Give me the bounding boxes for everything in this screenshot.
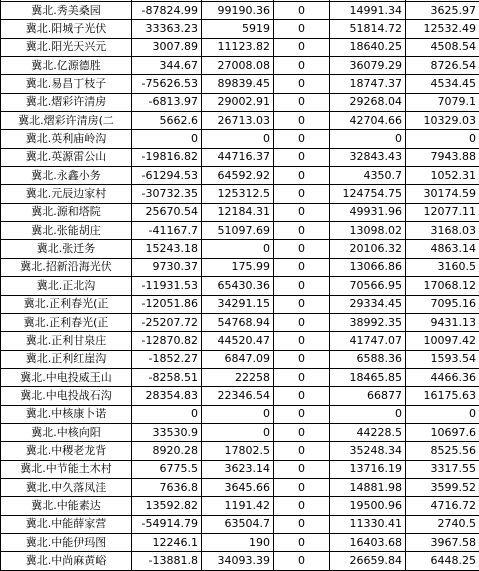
value-cell: 64592.92 [202,167,274,185]
value-cell: 32843.43 [330,148,406,166]
value-cell: 33530.9 [132,423,202,441]
value-cell: 0 [406,405,479,423]
value-cell: 51097.69 [202,222,274,240]
value-cell: -30732.35 [132,185,202,203]
station-name-cell: 冀北.熠彩许清房(二 [1,112,132,130]
value-cell: 3160.5 [406,258,479,276]
table-row [1,332,479,350]
value-cell: 3317.55 [406,460,479,478]
value-cell: 0 [274,295,330,313]
station-name-cell: 冀北.中电投战石沟 [1,387,132,405]
table-row [1,20,479,38]
value-cell: 10697.6 [406,423,479,441]
value-cell: 7079.1 [406,93,479,111]
value-cell: 12184.31 [202,203,274,221]
table-row [1,497,479,515]
value-cell: 6775.5 [132,460,202,478]
value-cell: 0 [274,240,330,258]
value-cell: 0 [274,167,330,185]
value-cell: 0 [330,130,406,148]
value-cell: -41167.7 [132,222,202,240]
value-cell: 3623.14 [202,460,274,478]
table-row [1,185,479,203]
value-cell: 89839.45 [202,75,274,93]
station-name-cell: 冀北.中能伊玛图 [1,533,132,551]
value-cell: 10097.42 [406,332,479,350]
value-cell: -6813.97 [132,93,202,111]
value-cell: 8726.54 [406,57,479,75]
value-cell: 66877 [330,387,406,405]
station-name-cell: 冀北.阳光天兴元 [1,38,132,56]
value-cell: 0 [202,130,274,148]
value-cell: 4863.14 [406,240,479,258]
station-name-cell: 冀北.中稷老龙背 [1,442,132,460]
station-name-cell: 冀北.亿源德胜 [1,57,132,75]
station-name-cell: 冀北.招新沿海光伏 [1,258,132,276]
value-cell: 3967.58 [406,533,479,551]
value-cell: 4350.7 [330,167,406,185]
table-row [1,368,479,386]
value-cell: 17068.12 [406,277,479,295]
value-cell: 6448.25 [406,552,479,570]
value-cell: 0 [274,552,330,570]
table-row [1,515,479,533]
value-cell: 15243.18 [132,240,202,258]
station-name-cell: 冀北.元辰边家村 [1,185,132,203]
value-cell: 125312.5 [202,185,274,203]
value-cell: 5662.6 [132,112,202,130]
value-cell: 22346.54 [202,387,274,405]
table-row [1,148,479,166]
value-cell: 14881.98 [330,478,406,496]
value-cell: 0 [274,497,330,515]
value-cell: 2740.5 [406,515,479,533]
value-cell: 36079.29 [330,57,406,75]
value-cell: 3007.89 [132,38,202,56]
table-row [1,57,479,75]
value-cell: 12077.11 [406,203,479,221]
value-cell: 3168.03 [406,222,479,240]
value-cell: 0 [274,2,330,20]
value-cell: -12870.82 [132,332,202,350]
value-cell: 0 [274,368,330,386]
value-cell: 6588.36 [330,350,406,368]
station-name-cell: 冀北.正利红崖沟 [1,350,132,368]
station-name-cell: 冀北.永鑫小务 [1,167,132,185]
value-cell: 0 [274,313,330,331]
value-cell: 1191.42 [202,497,274,515]
value-cell: 70566.95 [330,277,406,295]
value-cell: 190 [202,533,274,551]
value-cell: 10329.03 [406,112,479,130]
table-row [1,295,479,313]
table-row [1,203,479,221]
value-cell: -54914.79 [132,515,202,533]
value-cell: 4534.45 [406,75,479,93]
value-cell: 1593.54 [406,350,479,368]
value-cell: 34291.15 [202,295,274,313]
station-name-cell: 冀北.源和塔院 [1,203,132,221]
value-cell: 0 [274,148,330,166]
value-cell: 35248.34 [330,442,406,460]
table-row [1,2,479,20]
station-name-cell: 冀北.秀美桑园 [1,2,132,20]
value-cell: 1052.31 [406,167,479,185]
station-name-cell: 冀北.中尚麻黄峪 [1,552,132,570]
station-name-cell: 冀北.正北沟 [1,277,132,295]
value-cell: 5919 [202,20,274,38]
value-cell: 49931.96 [330,203,406,221]
table-row [1,442,479,460]
table-row [1,423,479,441]
value-cell: 44228.5 [330,423,406,441]
value-cell: 22258 [202,368,274,386]
value-cell: 175.99 [202,258,274,276]
table-row [1,222,479,240]
value-cell: 0 [274,515,330,533]
value-cell: 12246.1 [132,533,202,551]
value-cell: 14991.34 [330,2,406,20]
value-cell: 0 [274,20,330,38]
value-cell: 25670.54 [132,203,202,221]
value-cell: 8525.56 [406,442,479,460]
value-cell: -61294.53 [132,167,202,185]
value-cell: 33363.23 [132,20,202,38]
value-cell: 0 [274,350,330,368]
value-cell: -1852.27 [132,350,202,368]
value-cell: 4466.36 [406,368,479,386]
value-cell: -19816.82 [132,148,202,166]
station-name-cell: 冀北.中节能土木村 [1,460,132,478]
value-cell: 0 [202,405,274,423]
value-cell: 0 [132,130,202,148]
value-cell: 0 [274,533,330,551]
station-name-cell: 冀北.中能素达 [1,497,132,515]
station-name-cell: 冀北.中能薛家营 [1,515,132,533]
value-cell: -75626.53 [132,75,202,93]
station-name-cell: 冀北.中核康卜诺 [1,405,132,423]
table-row [1,478,479,496]
value-cell: 41747.07 [330,332,406,350]
value-cell: 44716.37 [202,148,274,166]
value-cell: 0 [274,460,330,478]
value-cell: 0 [274,442,330,460]
value-cell: -25207.72 [132,313,202,331]
value-cell: 42704.66 [330,112,406,130]
value-cell: 0 [274,38,330,56]
value-cell: 12532.49 [406,20,479,38]
value-cell: 0 [330,405,406,423]
value-cell: 0 [274,277,330,295]
value-cell: 30174.59 [406,185,479,203]
value-cell: 0 [274,112,330,130]
value-cell: 13098.02 [330,222,406,240]
value-cell: 4716.72 [406,497,479,515]
value-cell: 0 [274,75,330,93]
value-cell: 0 [202,240,274,258]
value-cell: 26659.84 [330,552,406,570]
value-cell: 3625.97 [406,2,479,20]
table-row [1,460,479,478]
value-cell: 29334.45 [330,295,406,313]
table-row [1,350,479,368]
value-cell: 16403.68 [330,533,406,551]
table-row [1,130,479,148]
value-cell: 0 [202,423,274,441]
value-cell: -87824.99 [132,2,202,20]
station-name-cell: 冀北.英源雷公山 [1,148,132,166]
value-cell: 29002.91 [202,93,274,111]
station-name-cell: 冀北.正利春光(正 [1,313,132,331]
value-cell: 63504.7 [202,515,274,533]
table-row [1,167,479,185]
station-name-cell: 冀北.中电投威王山 [1,368,132,386]
value-cell: 8920.28 [132,442,202,460]
station-name-cell: 冀北.张能胡庄 [1,222,132,240]
value-cell: 7095.16 [406,295,479,313]
value-cell: -12051.86 [132,295,202,313]
value-cell: 0 [274,57,330,75]
value-cell: -11931.53 [132,277,202,295]
table-row [1,533,479,551]
value-cell: 0 [274,222,330,240]
value-cell: 3599.52 [406,478,479,496]
value-cell: 11123.82 [202,38,274,56]
value-cell: 0 [274,405,330,423]
value-cell: 99190.36 [202,2,274,20]
value-cell: 19500.96 [330,497,406,515]
value-cell: 4508.54 [406,38,479,56]
value-cell: 34093.39 [202,552,274,570]
value-cell: 7943.88 [406,148,479,166]
value-cell: 18640.25 [330,38,406,56]
value-cell: 28354.83 [132,387,202,405]
value-cell: 0 [274,258,330,276]
value-cell: 17802.5 [202,442,274,460]
station-name-cell: 冀北.正利甘泉庄 [1,332,132,350]
value-cell: 0 [274,478,330,496]
station-name-cell: 冀北.易昌丁枝子 [1,75,132,93]
value-cell: 0 [132,405,202,423]
value-cell: 9431.13 [406,313,479,331]
station-name-cell: 冀北.张迁务 [1,240,132,258]
table-row [1,387,479,405]
table-row [1,313,479,331]
table-row [1,277,479,295]
value-cell: 7636.8 [132,478,202,496]
table-row [1,93,479,111]
station-name-cell: 冀北.正利春光(正 [1,295,132,313]
value-cell: 13066.86 [330,258,406,276]
station-name-cell: 冀北.英利庙岭沟 [1,130,132,148]
table-row [1,552,479,570]
value-cell: -8258.51 [132,368,202,386]
value-cell: 0 [274,185,330,203]
value-cell: 0 [274,130,330,148]
table-row [1,75,479,93]
value-cell: 44520.47 [202,332,274,350]
value-cell: 6847.09 [202,350,274,368]
value-cell: 0 [274,332,330,350]
station-name-cell: 冀北.中久落凤洼 [1,478,132,496]
table-row [1,405,479,423]
value-cell: 16175.63 [406,387,479,405]
value-cell: 124754.75 [330,185,406,203]
value-cell: 20106.32 [330,240,406,258]
value-cell: 18747.37 [330,75,406,93]
station-name-cell: 冀北.熠彩许清房 [1,93,132,111]
value-cell: 54768.94 [202,313,274,331]
value-cell: 0 [274,423,330,441]
value-cell: 13716.19 [330,460,406,478]
value-cell: 18465.85 [330,368,406,386]
value-cell: 0 [274,203,330,221]
value-cell: 11330.41 [330,515,406,533]
value-cell: 65430.36 [202,277,274,295]
station-name-cell: 冀北.中核向阳 [1,423,132,441]
station-name-cell: 冀北.阳城子光伏 [1,20,132,38]
table-row [1,258,479,276]
table-row [1,112,479,130]
value-cell: 0 [274,387,330,405]
value-cell: 38992.35 [330,313,406,331]
value-cell: 29268.04 [330,93,406,111]
value-cell: 3645.66 [202,478,274,496]
value-cell: 0 [406,130,479,148]
value-cell: -13881.8 [132,552,202,570]
value-cell: 13592.82 [132,497,202,515]
table-row [1,38,479,56]
value-cell: 0 [274,93,330,111]
value-cell: 344.67 [132,57,202,75]
value-cell: 51814.72 [330,20,406,38]
value-cell: 9730.37 [132,258,202,276]
value-cell: 26713.03 [202,112,274,130]
table-row [1,240,479,258]
value-cell: 27008.08 [202,57,274,75]
